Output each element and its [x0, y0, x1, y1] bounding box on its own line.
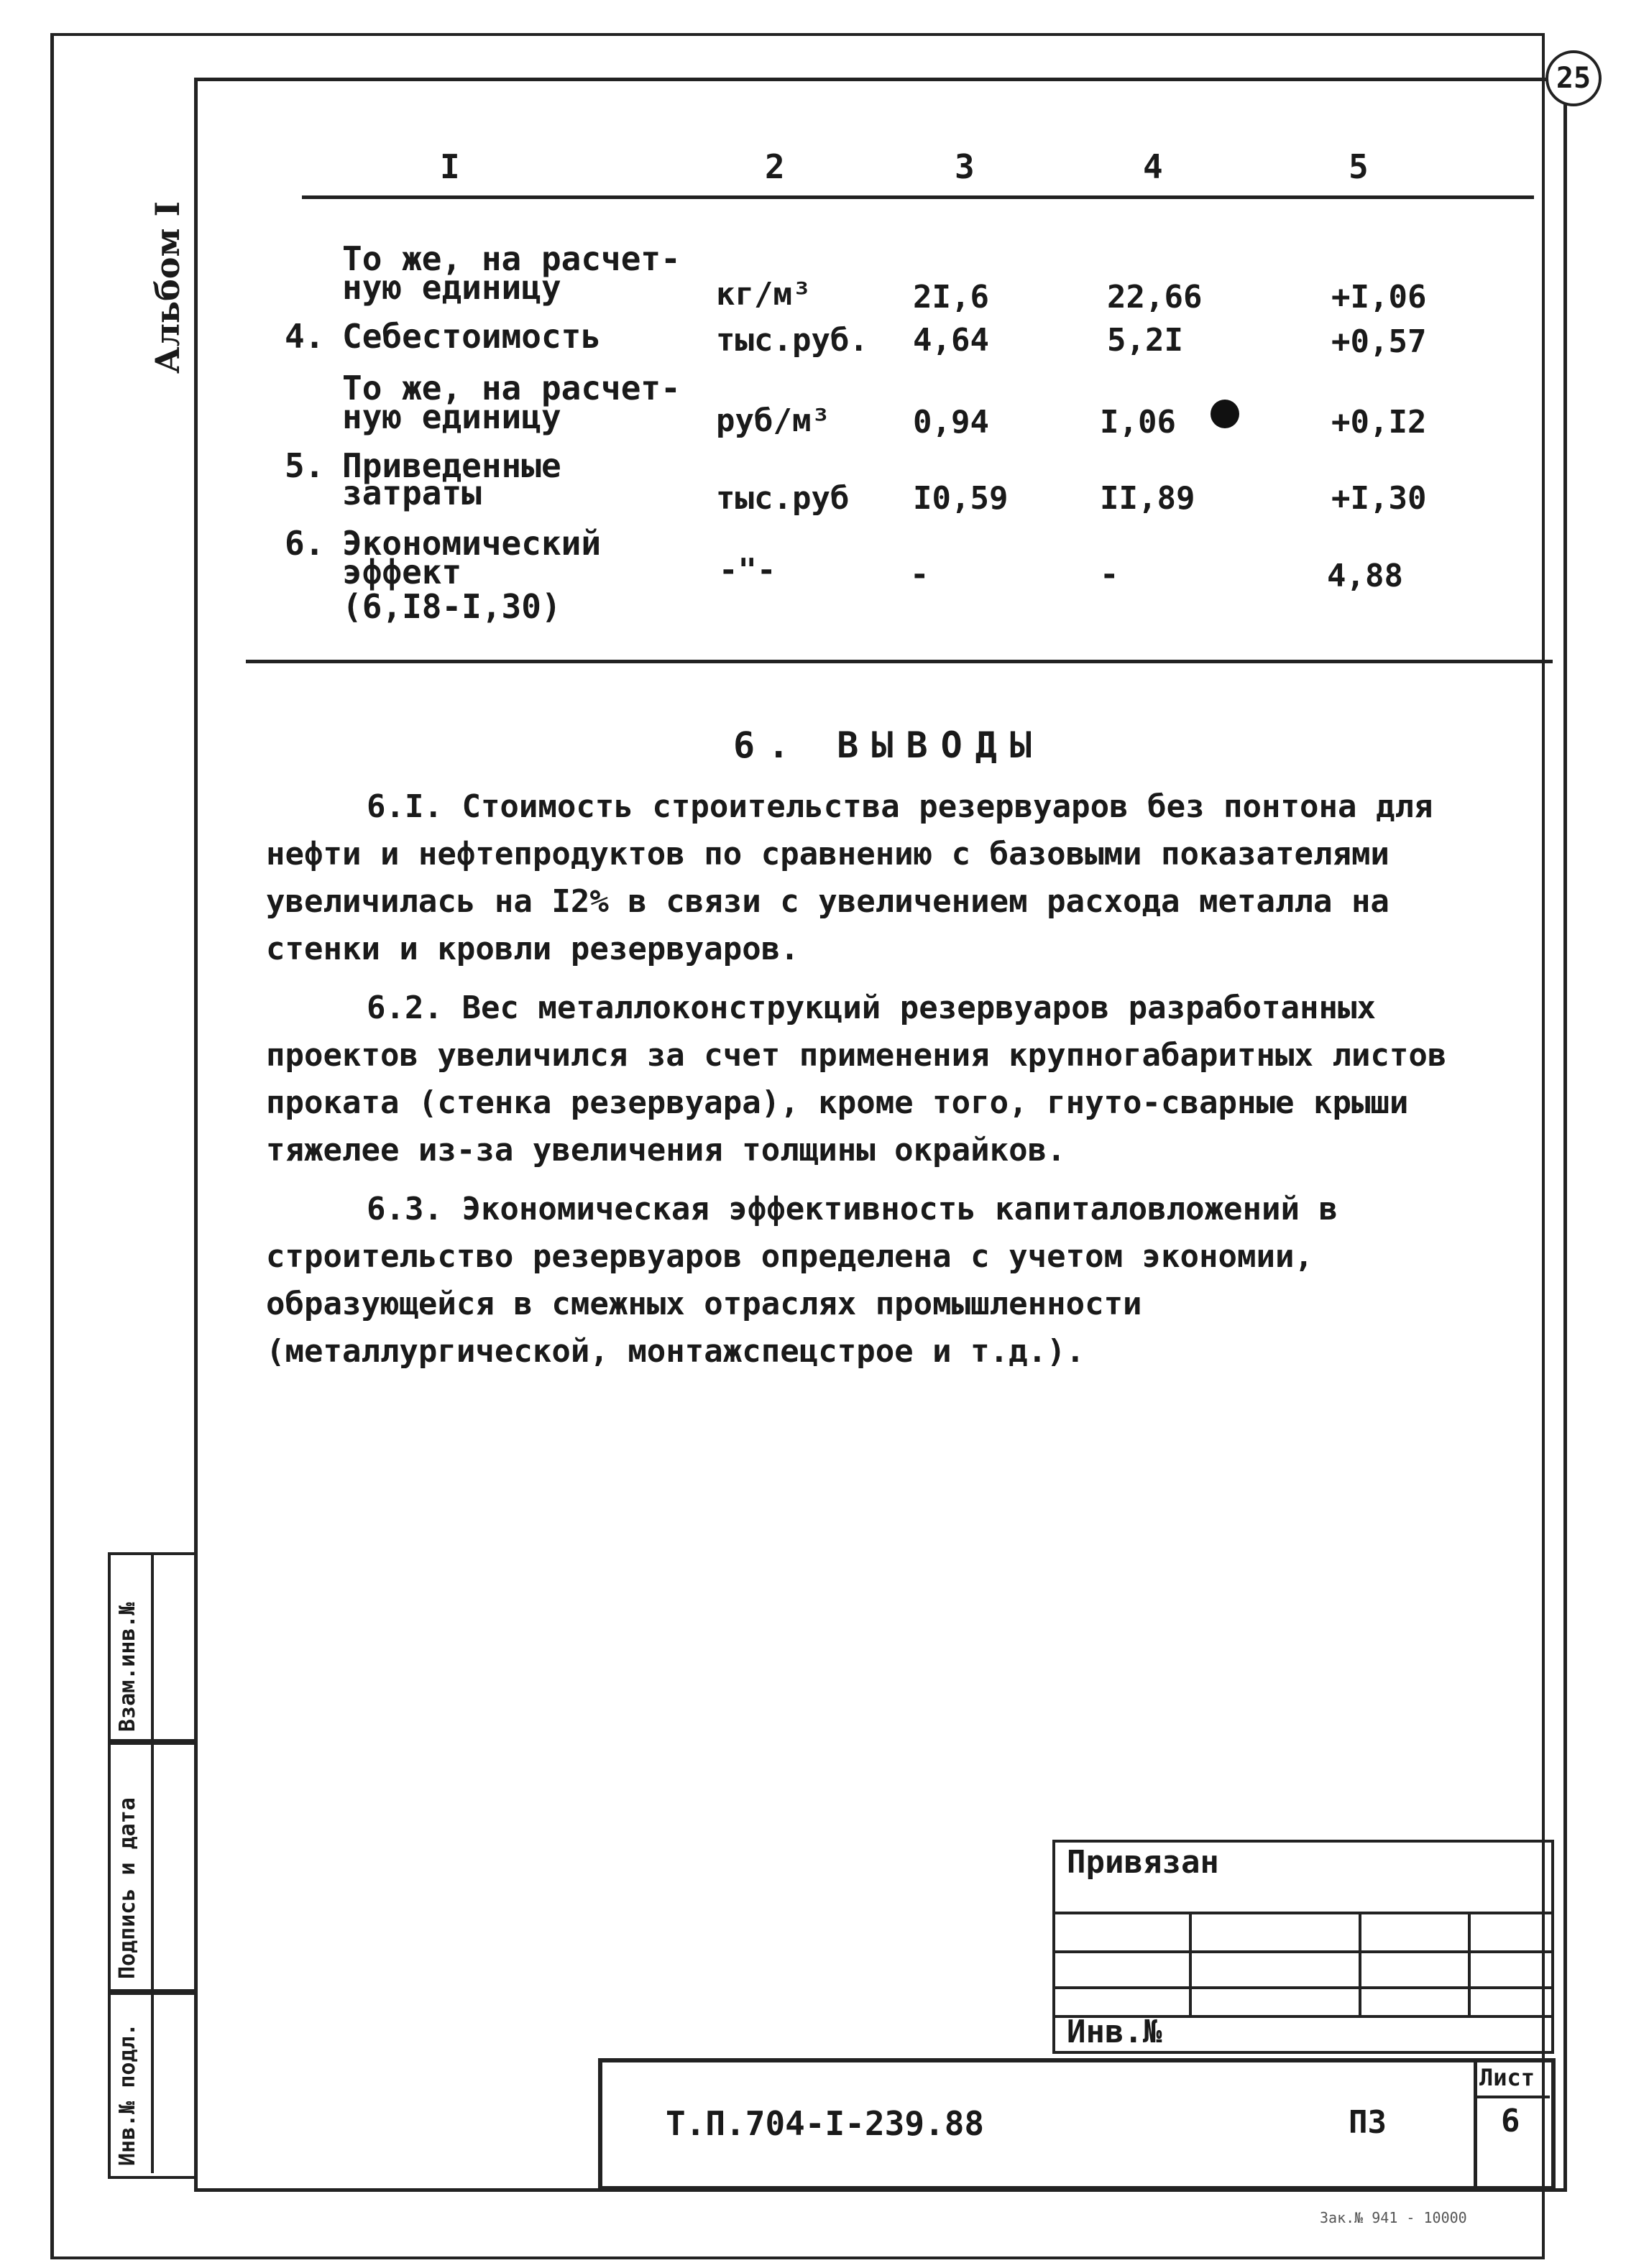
sheet-number: 6: [1501, 2103, 1520, 2139]
stamp-rule: [1052, 1912, 1551, 1914]
row-number: 6.: [285, 524, 325, 563]
row-difference: +I,06: [1331, 279, 1427, 315]
row-base-value: 2I,6: [913, 279, 989, 315]
row-name-line: Приведенные: [342, 446, 561, 485]
sheet-label: Лист: [1479, 2064, 1535, 2091]
row-base-value: -: [910, 556, 929, 593]
paragraph-6-2: 6.2. Вес металлоконструкций резервуаров разработанных проектов увеличился за счет применения крупногабаритных листов проката (стенка резервуара), кроме того, гнуто-сварные крыши тяжелее из-за увеличения толщины окрайков.: [266, 990, 1447, 1168]
binding-label: Привязан: [1067, 1844, 1219, 1881]
row-name-line: Себестоимость: [342, 317, 602, 356]
row-new-value: 22,66: [1107, 279, 1203, 315]
side-stamp-label: Подпись и дата: [115, 1797, 140, 1979]
row-unit: кг/м³: [716, 276, 812, 313]
row-difference: 4,88: [1327, 558, 1403, 594]
row-difference: +0,I2: [1331, 404, 1427, 441]
row-base-value: I0,59: [913, 480, 1009, 517]
column-header-5: 5: [1349, 147, 1369, 186]
row-base-value: 4,64: [913, 322, 989, 359]
row-new-value: II,89: [1100, 480, 1195, 517]
title-block-divider: [1474, 2096, 1550, 2098]
row-new-value: -: [1100, 556, 1119, 593]
row-unit: -"-: [719, 552, 776, 589]
row-name-line: (6,I8-I,30): [342, 587, 561, 626]
stamp-rule: [1052, 1986, 1551, 1989]
stamp-col: [1359, 1912, 1361, 2015]
row-name-line: ную единицу: [342, 268, 561, 307]
row-name-line: То же, на расчет-: [342, 369, 681, 407]
column-header-2: 2: [765, 147, 785, 186]
section-heading: 6. ВЫВОДЫ: [733, 724, 1044, 766]
ink-blot: [1211, 400, 1239, 428]
album-label: Альбом I: [148, 201, 187, 374]
row-difference: +I,30: [1331, 480, 1427, 517]
stamp-col: [1189, 1912, 1192, 2015]
column-header-4: 4: [1143, 147, 1163, 186]
row-number: 5.: [285, 446, 325, 485]
inventory-label: Инв.№: [1067, 2014, 1162, 2050]
row-new-value: 5,2I: [1107, 322, 1183, 359]
row-name-line: затраты: [342, 474, 482, 512]
row-unit: руб/м³: [716, 402, 830, 439]
title-block-divider: [1474, 2058, 1477, 2186]
stamp-rule: [1052, 1950, 1551, 1953]
side-stamp-label: Взам.инв.№: [115, 1602, 140, 1732]
paragraph-6-3: 6.3. Экономическая эффективность капиталовложений в строительство резервуаров определена с учетом экономии, образующейся в смежных отраслях промышленности (металлургической, монтажспецстрое и т.д.).: [266, 1191, 1338, 1370]
order-note: Зак.№ 941 - 10000: [1320, 2209, 1467, 2226]
row-unit: тыс.руб.: [716, 322, 868, 359]
section-code: ПЗ: [1349, 2104, 1387, 2141]
row-unit: тыс.руб: [716, 480, 850, 517]
document-code: Т.П.704-I-239.88: [666, 2104, 985, 2143]
column-header-1: I: [440, 147, 460, 186]
row-name-line: То же, на расчет-: [342, 239, 681, 278]
row-base-value: 0,94: [913, 404, 989, 441]
row-name-line: эффект: [342, 553, 462, 591]
row-difference: +0,57: [1331, 323, 1427, 360]
row-new-value: I,06: [1100, 404, 1176, 441]
row-name-line: Экономический: [342, 524, 602, 563]
side-stamp-label: Инв.№ подл.: [115, 2023, 140, 2166]
header-rule: [302, 195, 1534, 199]
corner-page-number: 25: [1545, 50, 1602, 106]
paragraph-6-1: 6.I. Стоимость строительства резервуаров без понтона для нефти и нефтепродуктов по сравнению с базовыми показателями увеличилась на I2% в связи с увеличением расхода металла на стенки и кровли резервуаров.: [266, 788, 1433, 967]
row-name-line: ную единицу: [342, 397, 561, 436]
stamp-col: [1468, 1912, 1471, 2015]
column-header-3: 3: [955, 147, 975, 186]
table-bottom-rule: [246, 660, 1553, 663]
row-number: 4.: [285, 317, 325, 356]
side-stamp-divider: [151, 1552, 154, 2173]
